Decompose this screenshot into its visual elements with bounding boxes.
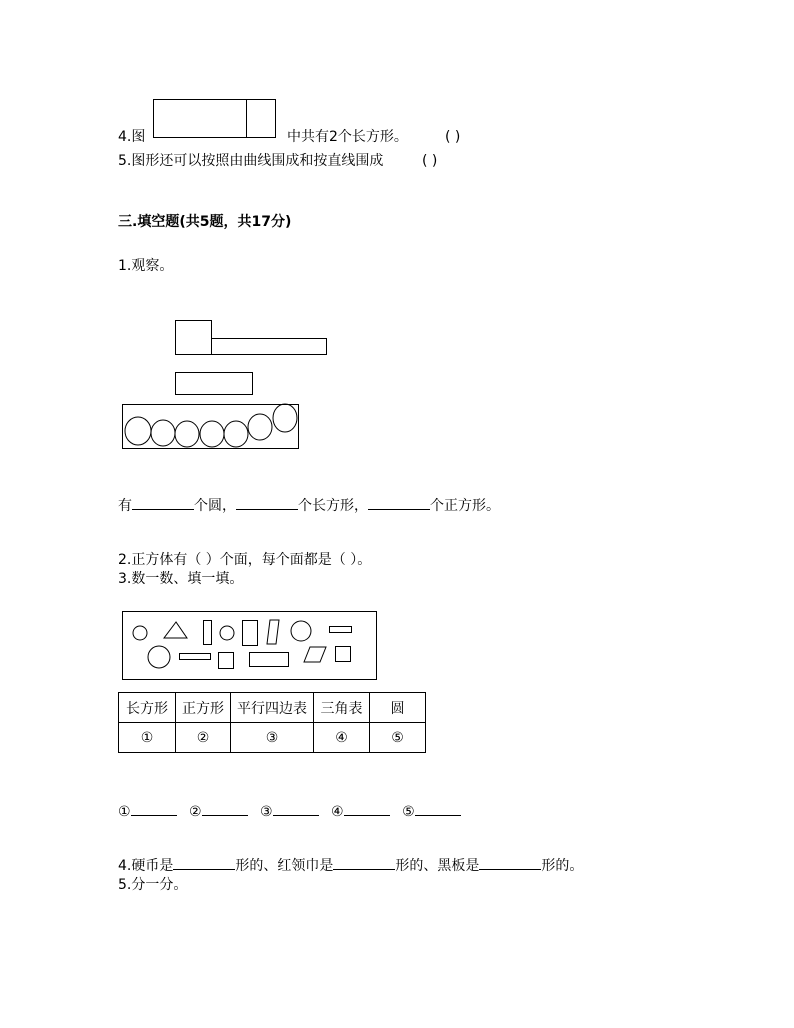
table-number-cell: ① bbox=[119, 723, 176, 753]
table-header: 正方形 bbox=[176, 693, 231, 723]
table-header: 平行四边表 bbox=[231, 693, 314, 723]
fill1-title: 1.观察。 bbox=[118, 258, 174, 274]
section-title: 三.填空题(共5题，共17分) bbox=[118, 214, 292, 230]
coin-shape-blank[interactable] bbox=[173, 855, 235, 870]
answer-blank[interactable] bbox=[415, 801, 461, 816]
judge-q4-suffix: 中共有2个长方形。 bbox=[287, 129, 408, 145]
table-header: 三角表 bbox=[314, 693, 370, 723]
answer-mark: ① bbox=[118, 804, 131, 820]
rectangle-count-blank[interactable] bbox=[236, 495, 298, 510]
answer-blank[interactable] bbox=[344, 801, 390, 816]
fill1-answer-line bbox=[118, 495, 500, 515]
fill4-part2: 形的、红领巾是 bbox=[235, 858, 334, 874]
fill1-answer-part4: 个正方形。 bbox=[430, 498, 500, 514]
scarf-shape-blank[interactable] bbox=[333, 855, 395, 870]
observe-figure bbox=[118, 318, 303, 453]
table-number-cell: ② bbox=[176, 723, 231, 753]
fill5-title: 5.分一分。 bbox=[118, 877, 188, 893]
table-number-cell: ④ bbox=[314, 723, 370, 753]
fill4-line bbox=[118, 855, 583, 875]
square-count-blank[interactable] bbox=[368, 495, 430, 510]
judge-q5-text: 5.图形还可以按照由曲线围成和按直线围成 bbox=[118, 153, 384, 169]
circle-count-blank[interactable] bbox=[132, 495, 194, 510]
table-number-cell: ⑤ bbox=[370, 723, 426, 753]
table-header: 长方形 bbox=[119, 693, 176, 723]
fill4-part4: 形的。 bbox=[541, 858, 584, 874]
answer-blank[interactable] bbox=[131, 801, 177, 816]
fill1-answer-part2: 个圆， bbox=[194, 498, 236, 514]
judge-q4-bracket: ( ) bbox=[445, 129, 461, 145]
shape-kinds-table bbox=[118, 692, 426, 753]
fill3-answer-line bbox=[118, 801, 461, 821]
table-number-cell: ③ bbox=[231, 723, 314, 753]
fill4-part3: 形的、黑板是 bbox=[395, 858, 480, 874]
shapes-figure bbox=[122, 611, 377, 681]
fill2-text: 2.正方体有（ ）个面，每个面都是（ ）。 bbox=[118, 552, 372, 568]
fill3-title: 3.数一数、填一填。 bbox=[118, 571, 244, 587]
answer-mark: ③ bbox=[260, 804, 273, 820]
answer-blank[interactable] bbox=[273, 801, 319, 816]
answer-mark: ④ bbox=[331, 804, 344, 820]
fill4-part1: 4.硬币是 bbox=[118, 858, 174, 874]
answer-blank[interactable] bbox=[202, 801, 248, 816]
fill1-answer-part1: 有 bbox=[118, 498, 132, 514]
judge-q5-bracket: ( ) bbox=[422, 153, 438, 169]
answer-mark: ⑤ bbox=[402, 804, 415, 820]
fill1-answer-part3: 个长方形， bbox=[298, 498, 368, 514]
q4-rectangle-figure bbox=[153, 99, 277, 139]
blackboard-shape-blank[interactable] bbox=[479, 855, 541, 870]
answer-mark: ② bbox=[189, 804, 202, 820]
judge-q4-prefix: 4.图 bbox=[118, 129, 146, 145]
table-header: 圆 bbox=[370, 693, 426, 723]
